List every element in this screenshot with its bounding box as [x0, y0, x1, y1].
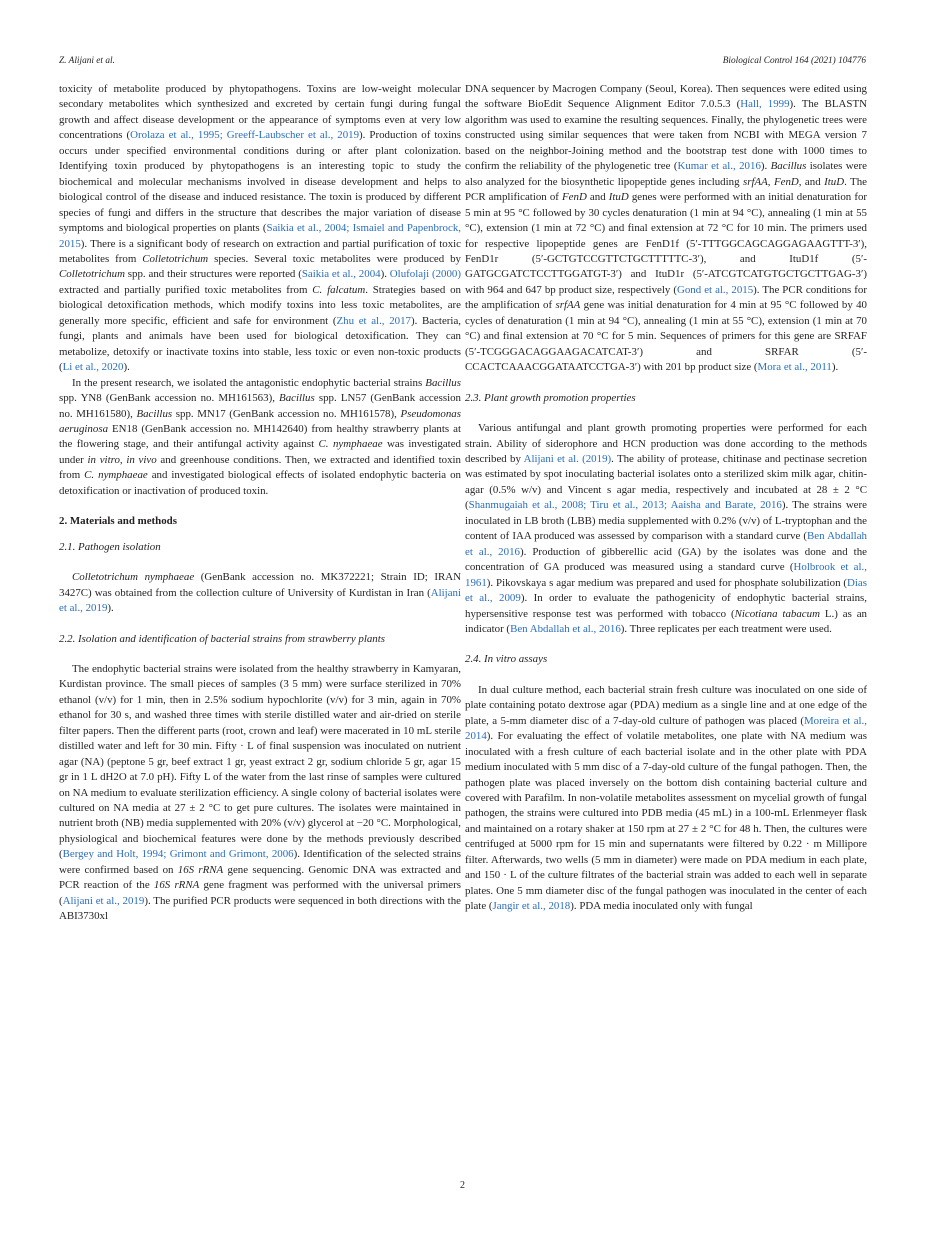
italic-term: ItuD [608, 191, 629, 204]
citation-link[interactable]: Ben Abdallah et al., 2016 [510, 622, 621, 635]
paragraph: toxicity of metabolite produced by phytopathogens. Toxins are low-weight molecular secondary metabolites which synthesized and excreted by certain fungi during fungal growth and affect disease development or the appearance of symptoms even at very low concentrations (Orolaza et al., 1995; Greeff-Laubscher et al., 2019). Production of toxins occurs under specified environmental conditions during or after plant colonization. Identifying toxin produced by phytopathogens is an interesting topic to study the biochemical and molecular mechanisms involved in disease development and helps to biological control of the disease and induced resistance. The toxin is produced by different species of fungi and differs in the structure that describes the major variation of disease symptoms and biological properties on plants (Saikia et al., 2004; Ismaiel and Papenbrock, 2015). There is a significant body of research on extraction and partial purification of toxic metabolites from Colletotrichum species. Several toxic metabolites were produced by Colletotrichum spp. and their structures were reported (Saikia et al., 2004). Olufolaji (2000) extracted and partially purified toxic metabolites from C. falcatum. Strategies based on biological detoxification methods, which modify toxins into less toxic metabolites, are generally more specific, efficient and safe for environment (Zhu et al., 2017). Bacteria, fungi, plants and animals have been used for biological detoxification. They can metabolize, detoxify or inactivate toxins into stable, less toxic or even non-toxic products (Li et al., 2020). [59, 83, 462, 374]
italic-term: Colletotrichum nymphaeae [72, 571, 195, 584]
italic-term: Bacillus [279, 392, 315, 405]
paragraph: The endophytic bacterial strains were isolated from the healthy strawberry in Kamyaran, Kurdistan province. The small pieces of samples (3 5 mm) were surface sterilized in 70% ethanol (v/v) for 1 min, then in 2.5% sodium hypochlorite (v/v) for 3 min, again in 70% ethanol for 30 s, and washed three times with sterile distilled water and air-dried on sterile filter papers. Then the different parts (root, crown and leaf) were macerated in 10 mL sterile distilled water and left for 30 min. Fifty · L of final suspension was inoculated on nutrient agar (NA) (peptone 5 gr, beef extract 1 gr, yeast extract 2 gr, sodium chloride 5 gr, agar 15 gr in 1 L dH2O at 7.0 pH). Fifty L of the water from the last rinse of samples were cultured on NA medium to evaluate sterilization efficiency. A single colony of bacterial isolates were cultured on NA media at 27 ± 2 °C to get pure cultures. The isolates were maintained in nutrient broth (NB) media supplemented with 20% (v/v) glycerol at −20 °C. Morphological, physiological and biochemical features were done by the methods previously described (Bergey and Holt, 1994; Grimont and Grimont, 2006). Identification of the selected strains were confirmed based on 16S rRNA gene sequencing. Genomic DNA was extracted and PCR reaction of the 16S rRNA gene fragment was performed with the universal primers (Alijani et al., 2019). The purified PCR products were sequenced in both directions with the ABI3730xl [59, 662, 461, 923]
italic-term: Bacillus [136, 407, 173, 420]
citation-link[interactable]: Saikia et al., 2004; Ismaiel and Papenbrock, 2015 [59, 222, 461, 250]
italic-term: Colletotrichum [142, 252, 209, 265]
italic-term: ItuD [824, 175, 845, 188]
italic-term: 16S rRNA [177, 863, 224, 876]
subsection-heading: 2.3. Plant growth promotion properties [465, 391, 636, 404]
italic-term: srfAA [742, 175, 768, 188]
italic-term: FenD [773, 175, 799, 188]
italic-term: 16S rRNA [153, 879, 200, 892]
paragraph: Colletotrichum nymphaeae (GenBank accession no. MK372221; Strain ID; IRAN 3427C) was obtained from the collection culture of University of Kurdistan in Iran (Alijani et al., 2019). [59, 571, 462, 615]
citation-link[interactable]: Bergey and Holt, 1994; Grimont and Grimont, 2006 [62, 848, 294, 861]
citation-link[interactable]: Olufolaji (2000) [389, 268, 462, 281]
paragraph: In the present research, we isolated the antagonistic endophytic bacterial strains Bacillus spp. YN8 (GenBank accession no. MH161563), Bacillus spp. LN57 (GenBank accession no. MH161580), Bacillus spp. MN17 (GenBank accession no. MH161578), Pseudomonas aeruginosa EN18 (GenBank accession no. MH142640) from healthy strawberry plants at the flowering stage, and their antifungal activity against C. nymphaeae was investigated under in vitro, in vivo and greenhouse conditions. Then, we extracted and identified toxin from C. nymphaeae and investigated biological effects of isolated endophytic bacteria on detoxification or inactivation of produced toxin. [59, 376, 461, 497]
italic-term: Bacillus [425, 376, 461, 389]
citation-link[interactable]: Zhu et al., 2017 [336, 314, 411, 327]
citation-link[interactable]: Alijani et al., 2019 [59, 586, 461, 615]
paragraph: DNA sequencer by Macrogen Company (Seoul, Korea). Then sequences were edited using the software BioEdit Sequence Alignment Editor 7.0.5.3 (Hall, 1999). The BLASTN algorithm was used to examine the resulting sequences. Finally, the phylogenetic trees were constructed using similar sequences that were taken from NCBI with MEGA version 7 based on the neighbor-Joining method and the bootstrap test done with 1000 times to confirm the reliability of the phylogenetic tree (Kumar et al., 2016). Bacillus isolates were also analyzed for the biosynthetic lipopeptide genes including srfAA, FenD, and ItuD. The PCR amplification of FenD and ItuD genes were performed with an initial denaturation for 5 min at 95 °C followed by 30 cycles denaturation (1 min at 94 °C), annealing (1 min at 55 °C), extension (1 min at 72 °C) and final extension at 72 °C for 10 min. The primers used for respective lipopeptide genes are FenD1f (5′-TTTGGCAGCAGGAGAAGTTT-3′), FenD1r (5′-GCTGTCCGTTCTGCTTTTTC-3′), and ItuD1f (5′-GATGCGATCTCCTTGGATGT-3′) and ItuD1r (5′-ATCGTCATGTGCTGCTTGAG-3′) with 964 and 647 bp product size, respectively (Gond et al., 2015). The PCR conditions for the amplification of srfAA gene was initial denaturation for 4 min at 95 °C followed by 40 cycles of denaturation (1 min at 94 °C), annealing (1 min at 55 °C), extension (1 min at 70 °C) and final extension at 70 °C for 5 min. Sequences of primers for this gene are SRFAF (5′-TCGGGACAGGAAGACATCAT-3′) and SRFAR (5′-CCACTCAAACGGATAATCCTGA-3′) with 201 bp product size (Mora et al., 2011). [465, 83, 868, 374]
subsection-heading: 2.4. In vitro assays [465, 653, 548, 666]
italic-term: Bacillus [770, 160, 807, 173]
italic-term: srfAA [555, 299, 581, 312]
citation-link[interactable]: Mora et al., 2011 [757, 361, 832, 374]
italic-term: in vitro [87, 453, 120, 466]
paragraph: In dual culture method, each bacterial strain fresh culture was inoculated on one side of plate containing potato dextrose agar (PDA) medium as a single line and at one edge of the plate, a 5-mm diameter disc of a 7-day-old culture of pathogen was placed (Moreira et al., 2014). For evaluating the effect of volatile metabolites, one plate with NA medium was inoculated with a fresh culture of each bacterial isolate and in the other plate with PDA medium inoculated with 5 mm disc of a 7-day-old culture of the fungal pathogen. Then, the pathogen plate was placed inversely on the bottom dish containing bacterial culture and covered with Parafilm. In non-volatile metabolites assessment on mycelial growth of fungal pathogen, the strains were cultured into PDB media (45 mL) in a 100-mL Erlenmeyer flask and maintained on a rotary shaker at 150 rpm at 27 ± 2 °C for 48 h. Then, the cultures were centrifuged at 5000 rpm for 15 min and supernatants were filtered by 0.22 · m Millipore filter. Afterwards, two wells (5 mm in diameter) were made on PDA medium in each plate, and 150 · L of the culture filtrates of the bacterial strain was added to each well in separate plates. One 5 mm diameter disc of the fungal pathogen was inoculated in the center of each plate (Jangir et al., 2018). PDA media inoculated only with fungal [465, 683, 867, 913]
italic-term: C. nymphaeae [84, 469, 148, 482]
citation-link[interactable]: Saikia et al., 2004 [301, 268, 381, 281]
italic-term: C. falcatum [312, 283, 366, 296]
citation-link[interactable]: Li et al., 2020 [62, 361, 124, 374]
paragraph: Various antifungal and plant growth promoting properties were performed for each strain. Ability of siderophore and HCN production was done according to the methods described by Alijani et al. (2019). The ability of protease, chitinase and pectinase secretion was estimated by spot inoculating bacterial isolates onto a sterilized skim milk agar, chitin-agar (0.5% w/v) and Vincent s agar media, respectively and incubated at 28 ± 2 °C (Shanmugaiah et al., 2008; Tiru et al., 2013; Aaisha and Barate, 2016). The strains were inoculated in LB broth (LBB) media supplemented with 0.2% (v/v) of L-tryptophan and the content of IAA produced was assessed by comparison with a standard curve (Ben Abdallah et al., 2016). Production of gibberellic acid (GA) by the isolates was done and the concentration of GA produced was measured using a standard curve (Holbrook et al., 1961). Pikovskaya s agar medium was prepared and used for phosphate solubilization (Dias et al., 2009). In order to evaluate the pathogenicity of endophytic bacterial strains, hypersensitive response test was performed with tobacco (Nicotiana tabacum L.) as an indicator (Ben Abdallah et al., 2016). Three replicates per each treatment were used. [465, 422, 868, 635]
italic-term: Colletotrichum [59, 268, 125, 281]
italic-term: Nicotiana tabacum [734, 607, 820, 620]
running-header-journal: Biological Control 164 (2021) 104776 [722, 56, 866, 66]
citation-link[interactable]: Orolaza et al., 1995; Greeff-Laubscher et al., 2019 [130, 129, 360, 142]
italic-term: in vivo [126, 453, 157, 466]
subsection-heading: 2.2. Isolation and identification of bacterial strains from strawberry plants [59, 632, 386, 645]
citation-link[interactable]: Ben Abdallah et al., 2016 [465, 530, 867, 558]
citation-link[interactable]: Holbrook et al., 1961 [465, 561, 867, 589]
section-heading: 2. Materials and methods [59, 515, 177, 528]
citation-link[interactable]: Moreira et al., 2014 [465, 714, 867, 743]
page-number: 2 [460, 1180, 465, 1191]
citation-link[interactable]: Jangir et al., 2018 [492, 900, 571, 913]
right-column [465, 82, 867, 915]
citation-link[interactable]: Hall, 1999 [740, 98, 790, 111]
citation-link[interactable]: Shanmugaiah et al., 2008; Tiru et al., 2013; Aaisha and Barate, 2016 [468, 499, 782, 512]
running-header-authors: Z. Alijani et al. [59, 56, 115, 66]
italic-term: FenD [562, 191, 587, 204]
citation-link[interactable]: Alijani et al. (2019) [523, 452, 612, 465]
running-header [59, 56, 866, 70]
left-column [59, 82, 461, 925]
subsection-heading: 2.1. Pathogen isolation [59, 540, 161, 553]
italic-term: Pseudomonas aeruginosa [59, 407, 461, 435]
citation-link[interactable]: Alijani et al., 2019 [62, 894, 145, 907]
citation-link[interactable]: Gond et al., 2015 [676, 283, 754, 296]
citation-link[interactable]: Dias et al., 2009 [465, 576, 867, 605]
citation-link[interactable]: Kumar et al., 2016 [677, 160, 761, 173]
italic-term: C. nymphaeae [318, 438, 383, 451]
